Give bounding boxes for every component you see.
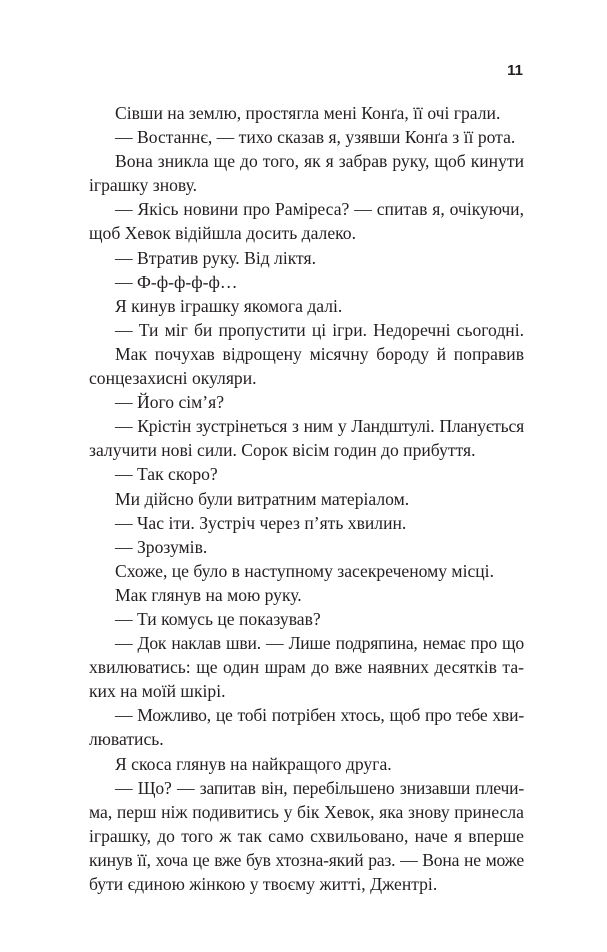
text-line: — Востаннє, — тихо сказав я, узявши Конґа з її рота. [115,127,516,148]
text-line: Мак глянув на мою руку. [115,584,302,605]
page-number: 11 [507,62,523,79]
text-line: кинув її, хоча це вже був хтозна-який раз. — Вона не може [89,849,524,870]
text-line: Я скоса глянув на найкращого друга. [115,753,392,774]
text-line: Сівши на землю, простягла мені Конґа, її очі грали. [115,103,501,123]
text-line: залучити нові сили. Сорок вісім годин до прибуття. [89,440,476,461]
text-line: — Можливо, це тобі потрібен хтось, щоб про тебе хви- [115,705,524,726]
text-body [89,101,524,896]
text-line: Ми дійсно були витратним матеріалом. [115,488,410,509]
text-line: — Час іти. Зустріч через п’ять хвилин. [115,512,407,533]
text-line: — Що? — запитав він, перебільшено знизавши плечи- [115,777,524,798]
text-line: — Якісь новини про Раміреса? — спитав я, очікуючи, [115,199,524,220]
text-line: бути єдиною жінкою у твоєму житті, Джентрі. [89,874,438,894]
text-line: ких на моїй шкірі. [89,681,226,702]
text-line: Вона зникла ще до того, як я забрав руку, щоб кинути [115,151,524,172]
text-line: іграшку, до того ж так само схвильовано, наче я вперше [89,825,524,846]
text-line: — Крістін зустрінеться з ним у Ландштулі. Планується [115,416,524,437]
text-line: — Ф-ф-ф-ф-ф… [115,271,238,292]
text-line: — Док наклав шви. — Лише подряпина, немає про що [115,633,524,654]
text-line: хвилюватись: ще один шрам до вже наявних десятків та- [89,657,524,678]
text-line: ма, перш ніж подивитись у бік Хевок, яка знову принесла [89,801,524,822]
text-line: іграшку знову. [89,175,198,196]
text-line: Схоже, це було в наступному засекреченому місці. [115,560,494,581]
text-line: — Втратив руку. Від ліктя. [115,247,316,268]
text-line: — Зрозумів. [115,536,208,557]
text-line: сонцезахисні окуляри. [89,368,257,389]
text-line: Я кинув іграшку якомога далі. [115,295,343,316]
text-line: Мак почухав відрощену місячну бороду й поправив [115,343,524,364]
text-line: — Так скоро? [115,464,218,485]
text-line: — Ти міг би пропустити ці ігри. Недоречні сьогодні. [115,319,524,340]
text-line: — Його сім’я? [115,392,225,413]
text-line: люватись. [89,729,164,750]
text-line: — Ти комусь це показував? [115,608,321,629]
text-line: щоб Хевок відійшла досить далеко. [89,223,356,244]
